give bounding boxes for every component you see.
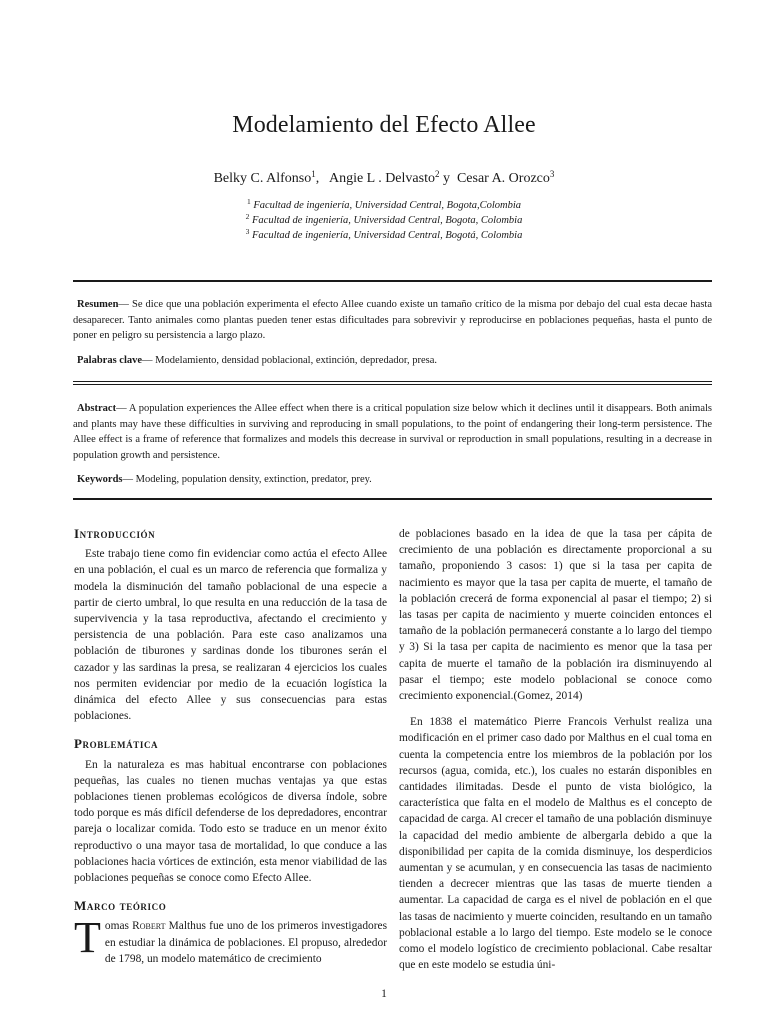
section-heading-problematica: Problemática xyxy=(74,736,159,752)
abstract-block xyxy=(73,401,712,488)
affiliation-text: Facultad de ingeniería, Universidad Central, Bogotá, Colombia xyxy=(252,230,523,241)
rule-mid-b xyxy=(73,384,712,385)
palabras-clave-paragraph xyxy=(73,353,712,369)
keywords-label: Keywords xyxy=(77,474,123,485)
affiliation-text: Facultad de ingeniería, Universidad Central, Bogota, Colombia xyxy=(252,215,523,226)
author-line xyxy=(0,171,768,187)
affiliation-sup: 2 xyxy=(245,212,250,221)
page-number: 1 xyxy=(381,988,387,1000)
marco-paragraph xyxy=(74,913,387,967)
author-name: Cesar A. Orozco xyxy=(456,171,550,186)
rule-top xyxy=(73,280,712,282)
marco-first-word: omas xyxy=(104,920,129,933)
affiliation-line xyxy=(0,213,768,228)
affiliations xyxy=(0,198,768,243)
resumen-paragraph xyxy=(73,297,712,344)
resumen-label: Resumen xyxy=(77,299,119,310)
abstract-label: Abstract xyxy=(77,403,117,414)
right-paragraph-1: de poblaciones basado en la idea de que la tasa per cápita de crecimiento de una población es directamente proporcional a su tamaño, proponiendo 3 casos: 1) que si la tasa per capita de nacimiento es mayor que la tasa per capita de muerte, el tamaño de la población crecerá de forma exponencial al pasar el tiempo; 2) si las tasas per capita de nacimiento y muerte coinciden entonces el tamaño de la población permanecerá constante a lo largo del tiempo y 3) Si la tasa per capita de nacimiento es menor que la tasa per capita de muerte el tamaño de la población ira disminuyendo al pasar el tiempo; este modelo poblacional se conoce como crecimiento exponencial.(Gomez, 2014) xyxy=(399,528,712,703)
resumen-block xyxy=(73,297,712,368)
affiliation-text: Facultad de ingeniería, Universidad Central, Bogota,Colombia xyxy=(253,200,522,211)
author-sup: 2 xyxy=(434,169,440,179)
left-column xyxy=(74,526,387,967)
author-separator: , xyxy=(315,171,320,186)
resumen-text: Se dice que una población experimenta el efecto Allee cuando existe un tamaño crítico de la misma por debajo del cual esta decae hasta desaparecer. Tanto animales como plantas pueden tener estas dificultades para sobrevivir y reproducirse en poblaciones pequeñas, hasta el punto de poner en peligro su persistencia a largo plazo. xyxy=(73,299,712,341)
affiliation-line xyxy=(0,228,768,243)
drop-cap-letter: T xyxy=(74,913,101,963)
author-sup: 1 xyxy=(311,169,316,179)
right-column xyxy=(399,526,712,973)
paper-title: Modelamiento del Efecto Allee xyxy=(232,112,536,138)
abstract-dash: — xyxy=(116,403,127,414)
keywords-dash: — xyxy=(122,474,133,485)
right-paragraph-2: En 1838 el matemático Pierre Francois Verhulst realiza una modificación en el primer caso dado por Malthus en el cual toma en cuenta la competencia entre los miembros de la población por los recursos (agua, comida, etc.), los cuales no estarán disponibles en cantidades ilimitadas. Desde el punto de vista biológico, la característica que falta en el modelo de Malthus es el concepto de capacidad de carga. Al crecer el tamaño de una población disminuye la capacidad del medio ambiente de albergarla debido a que la disponibilidad per capita de la comida disminuye, los desperdicios aumentan y se acumulan, y en consecuencia las tasas de nacimiento tienden a decrecer mientras que las tasas de muerte tienden a aumentar. La capacidad de carga es el nivel de población en el que las tasas de nacimiento y muerte coinciden, resultando en un tamaño poblacional estable a lo largo del tiempo. Este modelo se le conoce como el modelo logístico de crecimiento poblacional. Cabe resaltar que en este modelo se estudia úni- xyxy=(399,716,712,972)
marco-text: Malthus fue uno de los primeros investigadores en estudiar la dinámica de poblaciones. El propuso, alrededor de 1798, un modelo matemático de crecimiento xyxy=(104,920,387,965)
affiliation-line xyxy=(0,198,768,213)
resumen-dash: — xyxy=(118,299,129,310)
section-heading-introduccion: Introducción xyxy=(74,526,156,541)
palabras-clave-dash: — xyxy=(142,354,153,366)
abstract-paragraph xyxy=(73,401,712,463)
author-sup: 3 xyxy=(549,169,555,179)
problematica-paragraph: En la naturaleza es mas habitual encontrarse con poblaciones pequeñas, las cuales no tienen muchas ventajas ya que estas poblaciones tienen problemas ecológicos de diversa índole, sobre todo porque es más difícil defenderse de los depredadores, encontrar pareja o localizar comida. Todo esto se traduce en un menor éxito reproductivo o una mayor tasa de mortalidad, lo que conduce a las poblaciones hacia vórtices de extinción, esta menor viabilidad de las poblaciones pequeñas se conoce como Efecto Allee. xyxy=(74,758,387,885)
author-name: Angie L . Delvasto xyxy=(328,171,435,186)
author-conjunction: y xyxy=(442,171,450,186)
palabras-clave-text: Modelamiento, densidad poblacional, extinción, depredador, presa. xyxy=(155,354,437,366)
rule-bottom xyxy=(73,498,712,500)
palabras-clave-label: Palabras clave xyxy=(77,354,143,366)
affiliation-sup: 3 xyxy=(245,227,250,236)
author-name: Belky C. Alfonso xyxy=(213,171,312,186)
marco-second-word: Robert xyxy=(132,920,166,933)
affiliation-sup: 1 xyxy=(246,197,251,206)
section-heading-marco-teorico: Marco teórico xyxy=(74,898,167,914)
abstract-text: A population experiences the Allee effect when there is a critical population size below which it declines until it disappears. Both animals and plants may have these difficulties in surviving and reproducing in small populations, to the point of endangering their long-term persistence. The Allee effect is a frame of reference that formalizes and models this decrease in survival or reproduction in small populations, resulting in a decrease in population growth and persistence. xyxy=(73,403,712,461)
keywords-paragraph xyxy=(73,472,712,488)
intro-paragraph: Este trabajo tiene como fin evidenciar como actúa el efecto Allee en una población, el cual es un marco de referencia que formaliza y modela la disminución del tamaño poblacional de una especie a partir de cierto umbral, lo que resulta en una reducción de la tasa de supervivencia y la tasa reproductiva, afectando el crecimiento y persistencia de una población. Para este caso analizamos una población de tiburones y sardinas donde los tiburones serán el cazador y las sardinas la presa, se realizaran 4 ejercicios los cuales nos permiten evidenciar por medio de la ecuación logística la dinámica del efecto Allee y sus consecuencias para estas poblaciones. xyxy=(74,548,387,723)
keywords-text: Modeling, population density, extinction, predator, prey. xyxy=(135,474,372,485)
rule-mid-a xyxy=(73,381,712,382)
